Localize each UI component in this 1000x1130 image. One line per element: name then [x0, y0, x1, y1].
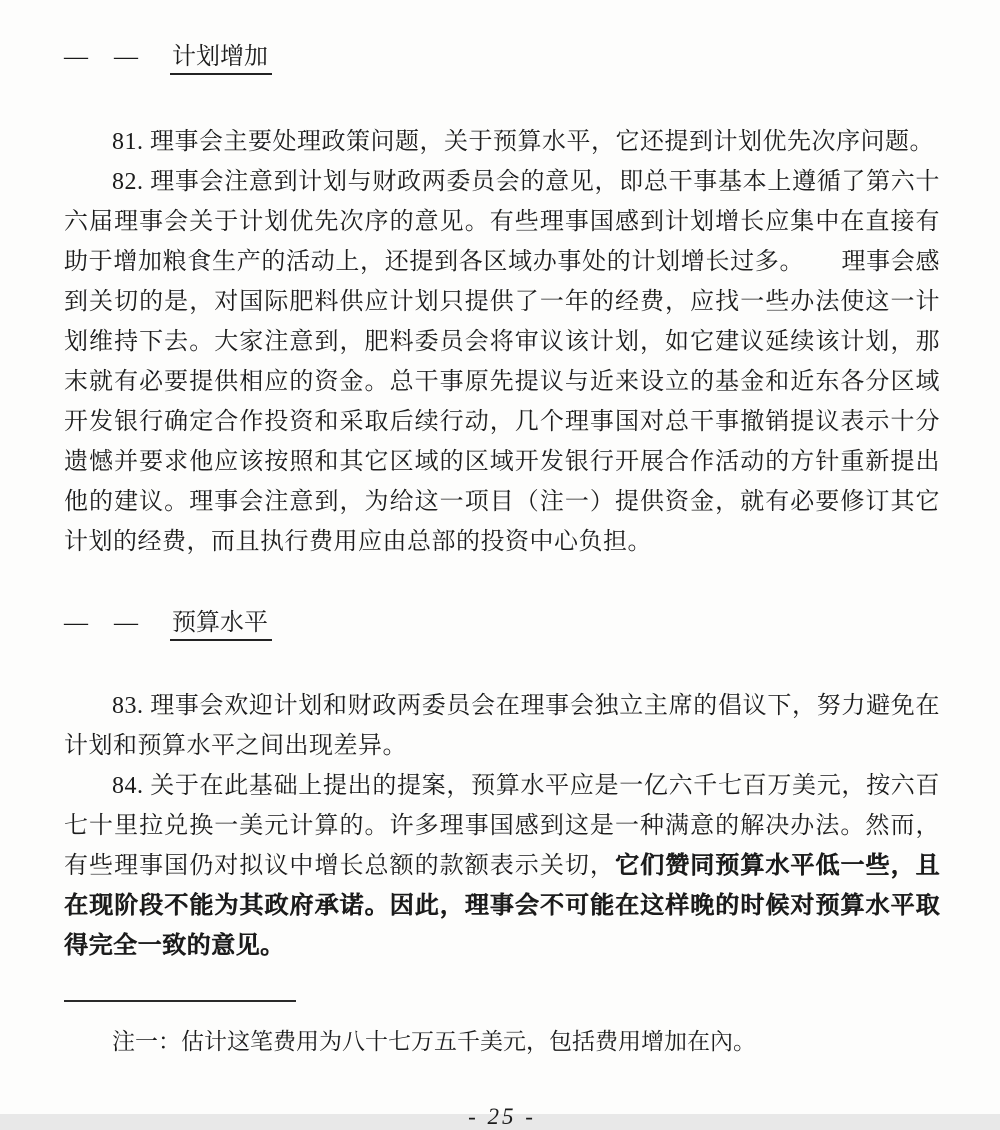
- section-heading-plan-increase: [64, 42, 940, 72]
- heading-title-budget-level: 预算水平: [170, 610, 272, 641]
- section-heading-budget-level: [64, 608, 940, 638]
- heading-dash-marker: — —: [64, 44, 148, 70]
- paragraph-84-normal-run: 84. 关于在此基础上提出的提案，预算水平应是一亿六千七百万美元，按六百七十里拉兑换一美元计算的。许多理事国感到这是一种满意的解决办法。然而，有些理事国仍对拟议中增长总额的款额表示关切，: [64, 773, 940, 879]
- paragraph-82: 82. 理事会注意到计划与财政两委员会的意见，即总干事基本上遵循了第六十六届理事会关于计划优先次序的意见。有些理事国感到计划增长应集中在直接有助于增加粮食生产的活动上，还提到各区域办事处的计划增长过多。 理事会感到关切的是，对国际肥料供应计划只提供了一年的经费，应找一些办法使这一计划维持下去。大家注意到，肥料委员会将审议该计划，如它建议延续该计划，那末就有必要提供相应的资金。总干事原先提议与近来设立的基金和近东各分区域开发银行确定合作投资和采取后续行动，几个理事国对总干事撤销提议表示十分遗憾并要求他应该按照和其它区域的区域开发银行开展合作活动的方针重新提出他的建议。理事会注意到，为给这一项目（注一）提供资金，就有必要修订其它计划的经费，而且执行费用应由总部的投资中心负担。: [64, 169, 940, 555]
- footnote-separator-rule: [64, 1000, 296, 1002]
- paragraph-84-bold-run: 它们赞同预算水平低一些，且在现阶段不能为其政府承诺。因此，理事会不可能在这样晚的时候对预算水平取得完全一致的意见。: [64, 853, 941, 959]
- heading-dash-marker: — —: [64, 610, 148, 636]
- heading-title-plan-increase: 计划增加: [170, 44, 272, 75]
- paragraph-84: [64, 766, 940, 966]
- footnote-text: 注一：估计这笔费用为八十七万五千美元，包括费用增加在內。: [112, 1029, 756, 1054]
- page-number: - 25 -: [468, 1104, 536, 1129]
- paragraph-83: 83. 理事会欢迎计划和财政两委员会在理事会独立主席的倡议下，努力避免在计划和预算水平之间出现差异。: [64, 693, 940, 759]
- paragraph-81: 81. 理事会主要处理政策问题，关于预算水平，它还提到计划优先次序问题。: [112, 129, 934, 155]
